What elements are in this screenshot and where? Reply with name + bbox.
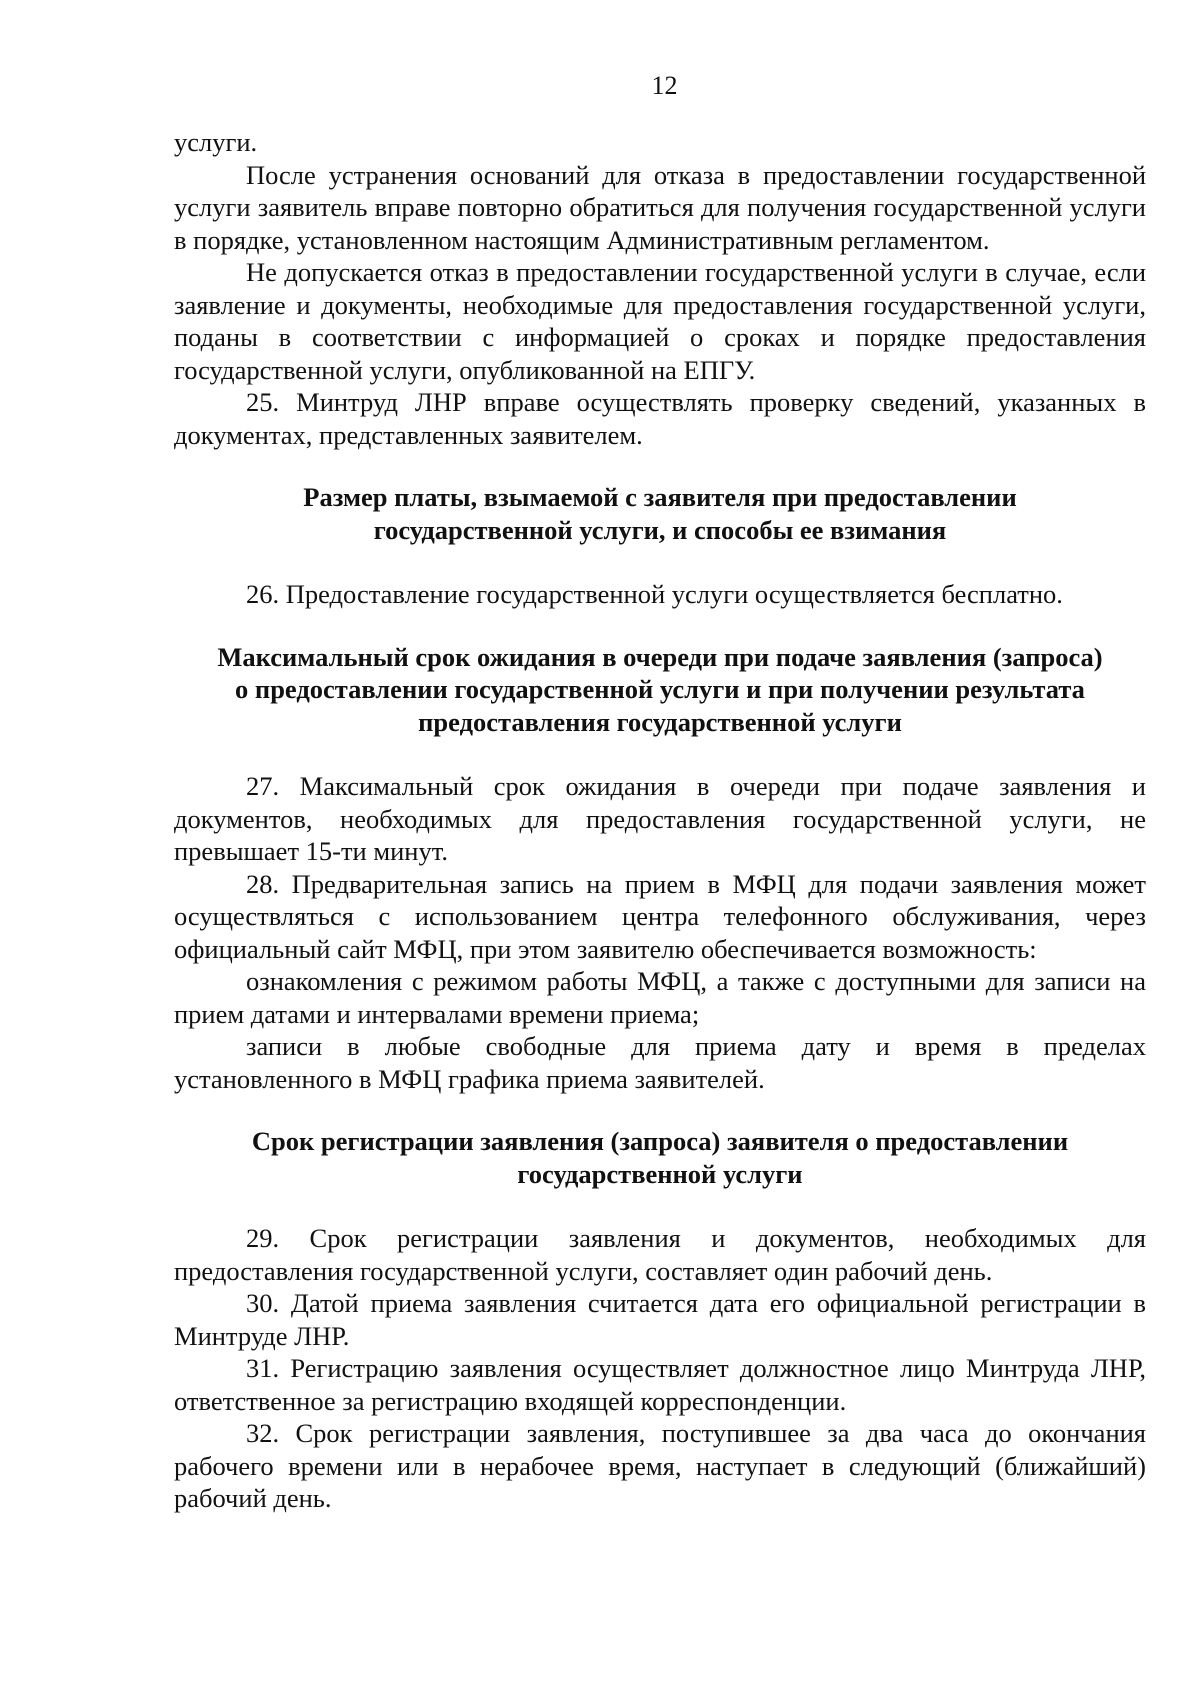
paragraph: 26. Предоставление государственной услуги осуществляется бесплатно. (246, 579, 1063, 609)
section-heading (174, 1125, 1146, 1190)
paragraph: 29. Срок регистрации заявления и документов, необходимых для предоставления государственной услуги, составляет один рабочий день. (174, 1223, 1146, 1286)
document-body (174, 126, 1146, 1515)
paragraph: 32. Срок регистрации заявления, поступившее за два часа до окончания рабочего времени или в нерабочее время, наступает в следующий (ближайший) рабочий день. (174, 1418, 1146, 1513)
section-heading-line: Максимальный срок ожидания в очереди при подаче заявления (запроса) (217, 641, 1103, 672)
paragraph: ознакомления с режимом работы МФЦ, а также с доступными для записи на прием датами и интервалами времени приема; (174, 966, 1146, 1029)
spacer (174, 611, 1146, 641)
spacer (174, 451, 1146, 481)
paragraph: записи в любые свободные для приема дату и время в пределах установленного в МФЦ графика приема заявителей. (174, 1031, 1146, 1094)
spacer (174, 738, 1146, 770)
paragraph: Не допускается отказ в предоставлении государственной услуги в случае, если заявление и документы, необходимые для предоставления государственной услуги, поданы в соответствии с информацией о сроках и порядке предоставления государственной услуги, опубликованной на ЕПГУ. (174, 257, 1146, 385)
paragraph: 30. Датой приема заявления считается дата его официальной регистрации в Минтруде ЛНР. (174, 1288, 1146, 1351)
paragraph: 31. Регистрацию заявления осуществляет должностное лицо Минтруда ЛНР, ответственное за регистрацию входящей корреспонденции. (174, 1353, 1146, 1416)
section-heading (174, 641, 1146, 739)
paragraph: После устранения оснований для отказа в предоставлении государственной услуги заявитель вправе повторно обратиться для получения государственной услуги в порядке, установленном настоящим Административным регламентом. (174, 159, 1146, 255)
spacer (174, 1190, 1146, 1222)
section-heading-line: о предоставлении государственной услуги и при получении результата (235, 674, 1085, 704)
page-number: 12 (651, 71, 678, 100)
section-heading-line: Срок регистрации заявления (запроса) заявителя о предоставлении (251, 1126, 1069, 1156)
paragraph: 25. Минтруд ЛНР вправе осуществлять проверку сведений, указанных в документах, представленных заявителем. (174, 387, 1146, 450)
paragraph: 28. Предварительная запись на прием в МФЦ для подачи заявления может осуществляться с использованием центра телефонного обслуживания, через официальный сайт МФЦ, при этом заявителю обеспечивается возможность: (174, 868, 1146, 964)
spacer (174, 1095, 1146, 1125)
section-heading (174, 481, 1146, 546)
section-heading-line: государственной услуги, и способы ее взимания (373, 514, 947, 545)
section-heading-line: государственной услуги (517, 1158, 803, 1189)
section-heading-line: Размер платы, взымаемой с заявителя при предоставлении (303, 482, 1017, 512)
paragraph: 27. Максимальный срок ожидания в очереди при подаче заявления и документов, необходимых для предоставления государственной услуги, не превышает 15-ти минут. (174, 771, 1146, 866)
paragraph: услуги. (174, 127, 258, 157)
section-heading-line: предоставления государственной услуги (418, 706, 902, 737)
spacer (174, 546, 1146, 578)
